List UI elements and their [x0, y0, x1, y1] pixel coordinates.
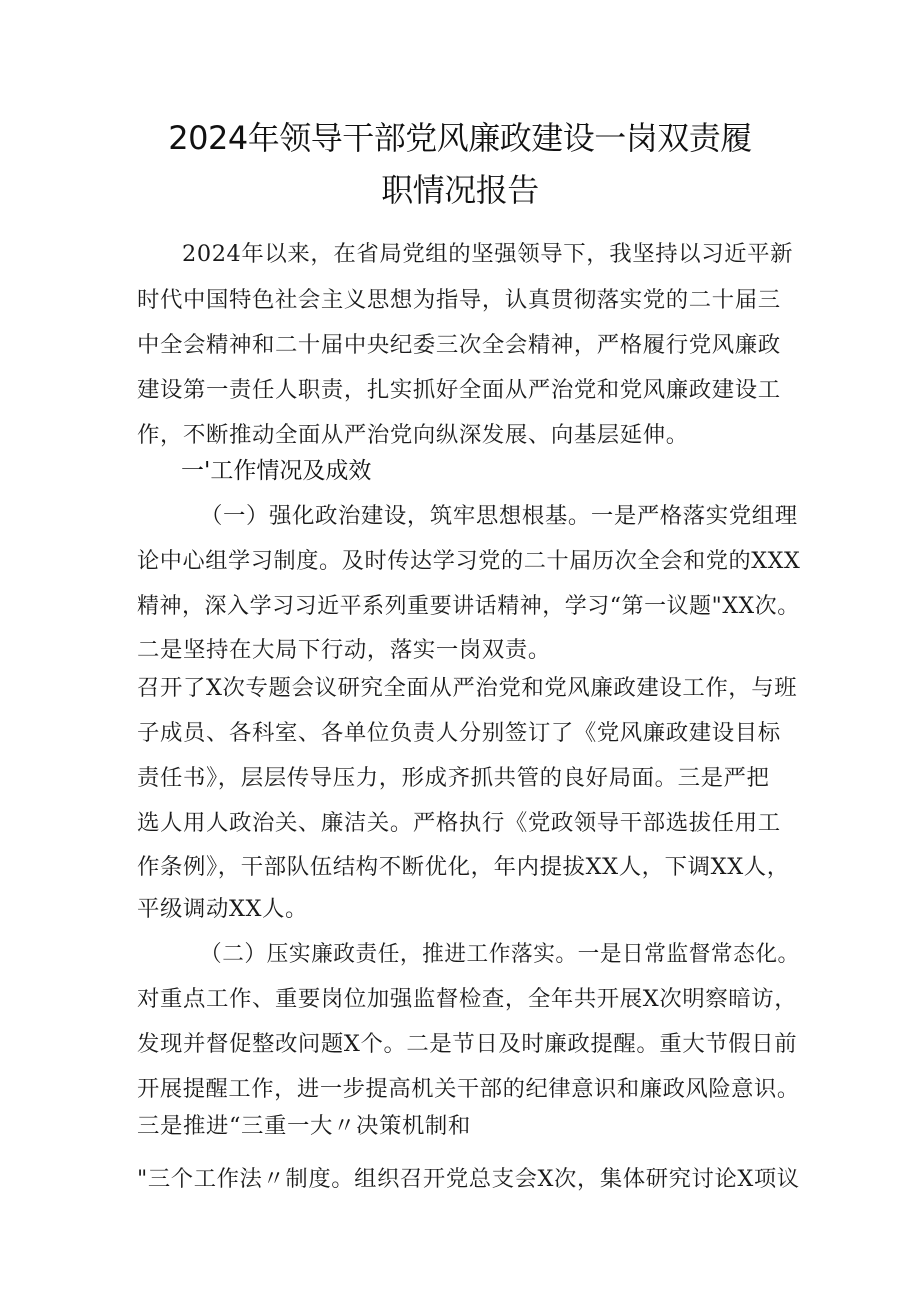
paragraph-line: 子成员、各科室、各单位负责人分别签订了《党风廉政建设目标 — [137, 720, 781, 746]
paragraph-line: 时代中国特色社会主义思想为指导，认真贯彻落实党的二十届三 — [137, 287, 781, 313]
paragraph-line: 二是坚持在大局下行动，落实一岗双责。 — [137, 637, 551, 663]
paragraph-line: 召开了X次专题会议研究全面从严治党和党风廉政建设工作，与班 — [137, 675, 798, 701]
document-title-line-1: 2024年领导干部党风廉政建设一岗双责履 — [168, 119, 752, 157]
paragraph-line: 论中心组学习制度。及时传达学习党的二十届历次全会和党的XXX — [137, 548, 801, 574]
document-title-line-2: 职情况报告 — [381, 171, 539, 209]
paragraph-line: （一）强化政治建设，筑牢思想根基。一是严格落实党组理 — [200, 503, 798, 529]
paragraph-line: 平级调动XX人。 — [137, 896, 309, 922]
paragraph-line: 作，不断推动全面从严治党向纵深发展、向基层延伸。 — [137, 422, 689, 448]
paragraph-line: 三是推进“三重一大〃决策机制和 — [137, 1113, 471, 1139]
paragraph-line: 发现并督促整改问题X个。二是节日及时廉政提醒。重大节假日前 — [137, 1031, 798, 1057]
paragraph-line: （二）压实廉政责任，推进工作落实。一是日常监督常态化。 — [200, 941, 800, 967]
paragraph-line: 精神，深入学习习近平系列重要讲话精神，学习“第一议题"XX次。 — [137, 593, 800, 619]
paragraph-line: 对重点工作、重要岗位加强监督检查，全年共开展X次明察暗访， — [137, 986, 798, 1012]
paragraph-line: 开展提醒工作，进一步提高机关干部的纪律意识和廉政风险意识。 — [137, 1076, 800, 1102]
paragraph-line: "三个工作法〃制度。组织召开党总支会X次，集体研究讨论X项议 — [137, 1166, 800, 1192]
paragraph-line: 2024年以来，在省局党组的坚强领导下，我坚持以习近平新 — [182, 241, 794, 267]
paragraph-line: 责任书》，层层传导压力，形成齐抓共管的良好局面。三是严把 — [137, 765, 770, 791]
paragraph-line: 选人用人政治关、廉洁关。严格执行《党政领导干部选拔任用工 — [137, 810, 781, 836]
paragraph-line: 作条例》，干部队伍结构不断优化，年内提拔XX人，下调XX人， — [137, 854, 790, 880]
paragraph-line: 中全会精神和二十届中央纪委三次全会精神，严格履行党风廉政 — [137, 332, 781, 358]
section-heading: 一'工作情况及成效 — [181, 458, 372, 484]
paragraph-line: 建设第一责任人职责，扎实抓好全面从严治党和党风廉政建设工 — [137, 377, 781, 403]
